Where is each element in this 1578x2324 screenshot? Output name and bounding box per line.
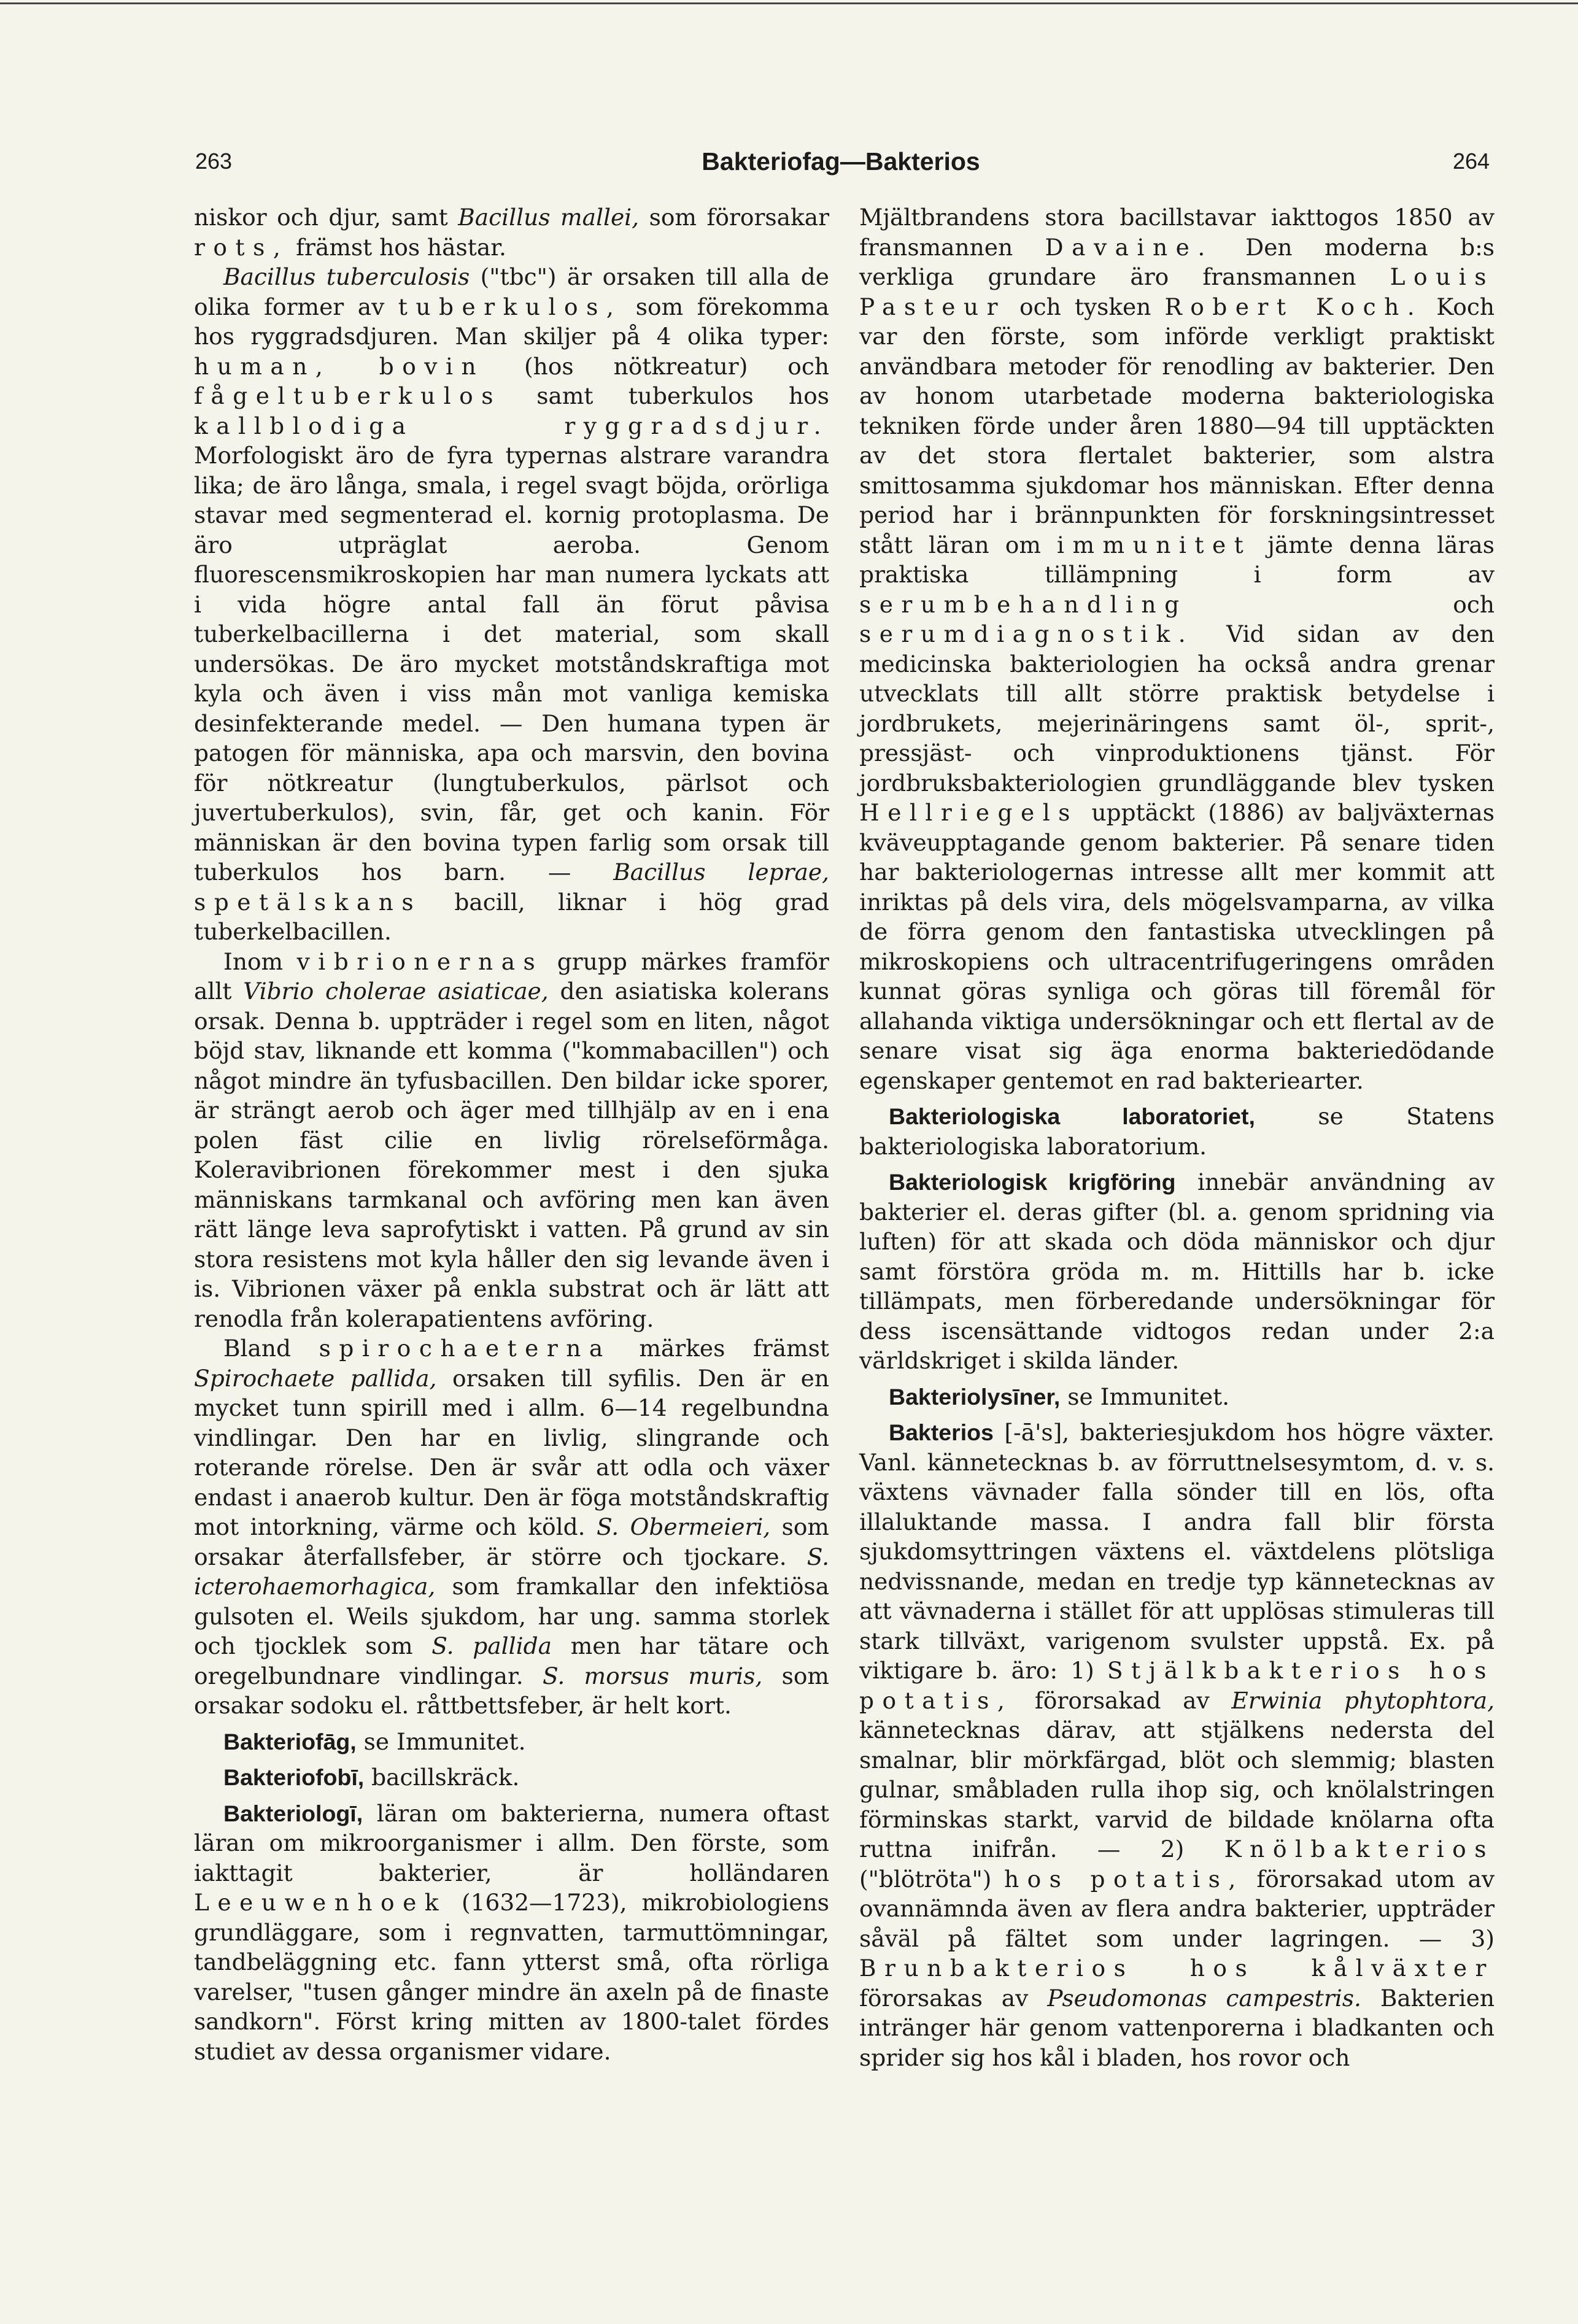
headword: Bakteriofobī, [223,1764,365,1790]
entry-bakteriofag: Bakteriofāg, se Immunitet. [223,1728,526,1755]
headword: Bakterios [889,1419,994,1445]
entry-bakteriologi: Bakteriologī, läran om bakterierna, numera oftast läran om mikroorganismer i allm. Den förste, som iakttagit bakterier, är holländaren Leeuwenhoek (1632—1723), mikrobiologiens grundläggare, som i regnvatten, tarmuttömningar, tandbeläggning etc. fann ytterst små, ofta rörliga varelser, "tusen gånger mindre än axeln på de finaste sandkorn". Först kring mitten av 1800-talet fördes studiet av dessa organismer vidare. [194,1799,829,2065]
headword: Bakteriologiska laboratoriet, [889,1103,1255,1129]
page-number-left: 263 [195,149,233,174]
top-border-line [0,2,1578,4]
paragraph: Bland spirochaeterna märkes främst Spirochaete pallida, orsaken till syfilis. Den är en mycket tunn spirill med i allm. 6—14 regelbundna vindlingar. Den har en livlig, slingrande och roterande rörelse. Den är svår att odla och växer endast i anaerob kultur. Den är föga motståndskraftig mot intorkning, värme och köld. S. Obermeieri, som orsakar återfallsfeber, är större och tjockare. S. icterohaemorhagica, som framkallar den infektiösa gulsoten el. Weils sjukdom, har ung. samma storlek och tjocklek som S. pallida men har tätare och oregelbundnare vindlingar. S. morsus muris, som orsakar sodoku el. råttbettsfeber, är helt kort. [194,1335,829,1719]
paragraph: Bacillus tuberculosis ("tbc") är orsaken till alla de olika former av tuberkulos, som förekomma hos ryggradsdjuren. Man skiljer på 4 olika typer: human, bovin (hos nötkreatur) och fågeltuberkulos samt tuberkulos hos kallblodiga ryggradsdjur. Morfologiskt äro de fyra typernas alstrare varandra lika; de äro långa, smala, i regel svagt böjda, orörliga stavar med segmenterad el. kornig protoplasma. De äro utpräglat aeroba. Genom fluorescensmikroskopien har man numera lyckats att i vida högre antal fall än förut påvisa tuberkelbacillerna i det material, som skall undersökas. De äro mycket motståndskraftiga mot kyla och även i viss mån mot vanliga kemiska desinfekterande medel. — Den humana typen är patogen för människa, apa och marsvin, den bovina för nötkreatur (lungtuberkulos, pärlsot och juvertuberkulos), svin, får, get och kanin. För människan är den bovina typen farlig som orsak till tuberkulos hos barn. — Bacillus leprae, spetälskans bacill, liknar i hög grad tuberkelbacillen. [194,263,829,945]
paragraph: Mjältbrandens stora bacillstavar iakttogos 1850 av fransmannen Davaine. Den moderna b:s verkliga grundare äro fransmannen Louis Pasteur och tysken Robert Koch. Koch var den förste, som införde verkligt praktiskt användbara metoder för renodling av bakterier. Den av honom utarbetade moderna bakteriologiska tekniken förde under åren 1880—94 till upptäckten av det stora flertalet bakterier, som alstra smittosamma sjukdomar hos människan. Efter denna period har i brännpunkten för forskningsintresset stått läran om immunitet jämte denna läras praktiska tillämpning i form av serumbehandling och serumdiagnostik. Vid sidan av den medicinska bakteriologien ha också andra grenar utvecklats till allt större praktisk betydelse i jordbrukets, mejerinäringens samt öl-, sprit-, pressjäst- och vinproduktionens tjänst. För jordbruksbakteriologien grundläggande blev tysken Hellriegels upptäckt (1886) av baljväxternas kväveupptagande genom bakterier. På senare tiden har bakteriologernas intresse allt mer kommit att inriktas på dels vira, dels mögelsvamparna, av vilka de förra genom den fantastiska utvecklingen på mikroskopiens och ultracentrifugeringens områden kunnat göras synliga och göras till föremål för allahanda viktiga undersökningar och ett flertal av de senare visat sig äga enorma bakteriedödande egenskaper gentemot en rad bakteriearter. [859,204,1495,1094]
paragraph: Inom vibrionernas grupp märkes framför allt Vibrio cholerae asiaticae, den asiatiska kolerans orsak. Denna b. uppträder i regel som en liten, något böjd stav, liknande ett komma ("kommabacillen") och något mindre än tyfusbacillen. Den bildar icke sporer, är strängt aerob och äger med tillhjälp av en i ena polen fäst cilie en livlig rörelseförmåga. Koleravibrionen förekommer mest i den sjuka människans tarmkanal och avföring men kan även rätt länge leva saprofytiskt i vatten. På grund av sin stora resistens mot kyla håller den sig levande även i is. Vibrionen växer på enkla substrat och är lätt att renodla från kolerapatientens avföring. [194,948,829,1332]
entry-bakteriofobi: Bakteriofobī, bacillskräck. [223,1764,520,1791]
headword: Bakteriolysīner, [889,1383,1061,1410]
entry-bakteriologiska-laboratoriet: Bakteriologiska laboratoriet, se Statens bakteriologiska laboratorium. [859,1103,1495,1160]
entry-bakteriolysiner: Bakteriolysīner, se Immunitet. [889,1383,1230,1410]
right-column [859,203,1495,2072]
headword: Bakteriologī, [223,1800,363,1826]
page-number-right: 264 [1453,149,1490,174]
entry-bakterios: Bakterios [-ā's], bakteriesjukdom hos högre växter. Vanl. kännetecknas b. av förruttnelsesymtom, d. v. s. växtens vävnader falla sönder till en lös, ofta illaluktande massa. I andra fall blir första sjukdomsyttringen växtens el. växtdelens plötsliga nedvissnande, medan en tredje typ kännetecknas av att vävnaderna i stället för att upplösas stimuleras till stark tillväxt, varigenom svulster uppstå. Ex. på viktigare b. äro: 1) Stjälkbakterios hos potatis, förorsakad av Erwinia phytophtora, kännetecknas därav, att stjälkens nedersta del smalnar, blir mörkfärgad, blöt och slemmig; blasten gulnar, småbladen rulla ihop sig, och knölalstringen förminskas starkt, varvid de bildade knölarna ofta ruttna inifrån. — 2) Knölbakterios ("blötröta") hos potatis, förorsakad utom av ovannämnda även av flera andra bakterier, uppträder såväl på fältet som under lagringen. — 3) Brunbakterios hos kålväxter förorsakas av Pseudomonas campestris. Bakterien intränger här genom vattenporerna i bladkanten och sprider sig hos kål i bladen, hos rovor och [859,1419,1495,2071]
left-column [194,203,829,2066]
running-head: Bakteriofag—Bakterios [702,147,980,176]
paragraph: niskor och djur, samt Bacillus mallei, som förorsakar rots, främst hos hästar. [194,204,829,261]
entry-bakteriologisk-krigforing: Bakteriologisk krigföring innebär användning av bakterier el. deras gifter (bl. a. genom spridning via luften) för att skada och döda människor och djur samt förstöra gröda m. m. Hittills har b. icke tillämpats, men förberedande undersökningar för dess iscensättande vidtogos redan under 2:a världskriget i skilda länder. [859,1168,1495,1374]
headword: Bakteriofāg, [223,1728,357,1755]
headword: Bakteriologisk krigföring [889,1169,1176,1195]
